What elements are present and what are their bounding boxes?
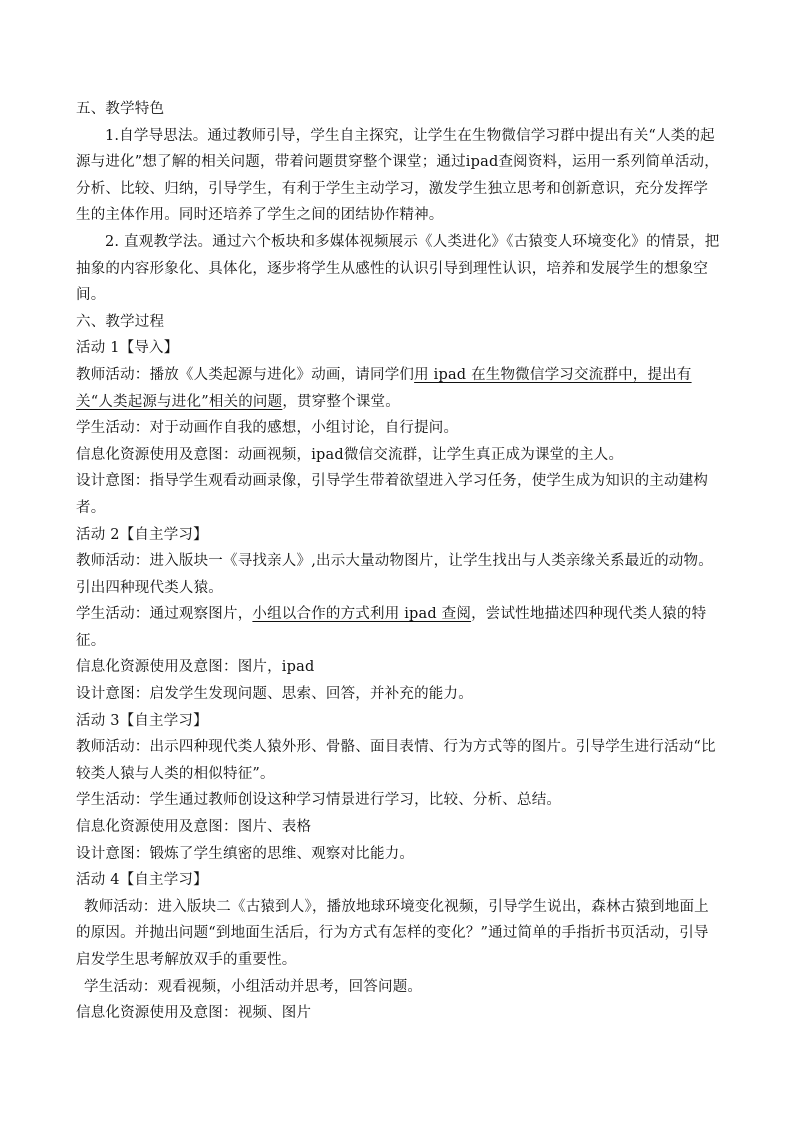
- activity-1-student: 学生活动：对于动画作自我的感想，小组讨论，自行提问。: [76, 420, 459, 437]
- activity-4-teacher: 教师活动：进入版块二《古猿到人》，播放地球环境变化视频，引导学生说出，森林古猿到地面上的原因。并抛出问题“到地面生活后，行为方式有怎样的变化？”通过简单的手指折书页活动，引导启发学生思考解放双手的重要性。: [76, 898, 709, 968]
- activity-1-resource: 信息化资源使用及意图：动画视频，ipad微信交流群，让学生真正成为课堂的主人。: [76, 446, 624, 463]
- activity-4-student: 学生活动：观看视频，小组活动并思考，回答问题。: [84, 978, 423, 995]
- section-heading-teaching-process: 六、教学过程: [76, 313, 165, 330]
- activity-2-design: 设计意图：启发学生发现问题、思索、回答，并补充的能力。: [76, 686, 473, 703]
- activity-3-resource: 信息化资源使用及意图：图片、表格: [76, 819, 312, 836]
- activity-4-title: 活动 4【自主学习】: [76, 872, 208, 889]
- activity-1-teacher-text: 教师活动：播放《人类起源与进化》动画，请同学们: [76, 366, 415, 383]
- activity-1-teacher-underlined: 用 ipad 在生物微信学习交流群中，提出有关“人类起源与进化”相关的问题: [76, 366, 692, 410]
- activity-2-student-text-end: ，尝试性地描述四种现代类人猿的特征。: [76, 606, 707, 649]
- activity-1-teacher-text-end: ，贯穿整个课堂。: [282, 393, 400, 410]
- document-page: [76, 96, 722, 1027]
- activity-2-resource: 信息化资源使用及意图：图片，ipad: [76, 659, 315, 676]
- activity-1-design: 设计意图：指导学生观看动画录像，引导学生带着欲望进入学习任务，使学生成为知识的主动建构者。: [76, 473, 709, 516]
- activity-2-student: [76, 601, 722, 654]
- activity-2-student-underlined: 小组以合作的方式利用 ipad 查阅: [252, 606, 472, 623]
- paragraph-self-study-method: 1.自学导思法。通过教师引导，学生自主探究，让学生在生物微信学习群中提出有关“人类的起源与进化”想了解的相关问题，带着问题贯穿整个课堂；通过ipad查阅资料，运用一系列简单活动，分析、比较、归纳，引导学生，有利于学生主动学习，激发学生独立思考和创新意识，充分发挥学生的主体作用。同时还培养了学生之间的团结协作精神。: [76, 127, 719, 224]
- activity-4-resource: 信息化资源使用及意图：视频、图片: [76, 1005, 312, 1022]
- activity-3-design: 设计意图：锻炼了学生缜密的思维、观察对比能力。: [76, 845, 415, 862]
- activity-1-teacher: [76, 362, 722, 415]
- activity-3-teacher: 教师活动：出示四种现代类人猿外形、骨骼、面目表情、行为方式等的图片。引导学生进行活动“比较类人猿与人类的相似特征”。: [76, 739, 716, 782]
- activity-2-teacher: 教师活动：进入版块一《寻找亲人》,出示大量动物图片，让学生找出与人类亲缘关系最近的动物。引出四种现代类人猿。: [76, 553, 713, 596]
- activity-3-title: 活动 3【自主学习】: [76, 712, 208, 729]
- paragraph-intuitive-method: 2. 直观教学法。通过六个板块和多媒体视频展示《人类进化》《古猿变人环境变化》的情景，把抽象的内容形象化、具体化，逐步将学生从感性的认识引导到理性认识，培养和发展学生的想象空间。: [76, 233, 720, 304]
- activity-3-student: 学生活动：学生通过教师创设这种学习情景进行学习，比较、分析、总结。: [76, 792, 562, 809]
- activity-2-student-text: 学生活动：通过观察图片，: [76, 606, 253, 623]
- activity-1-title: 活动 1【导入】: [76, 340, 179, 357]
- activity-2-title: 活动 2【自主学习】: [76, 526, 208, 543]
- section-heading-teaching-features: 五、教学特色: [76, 101, 165, 117]
